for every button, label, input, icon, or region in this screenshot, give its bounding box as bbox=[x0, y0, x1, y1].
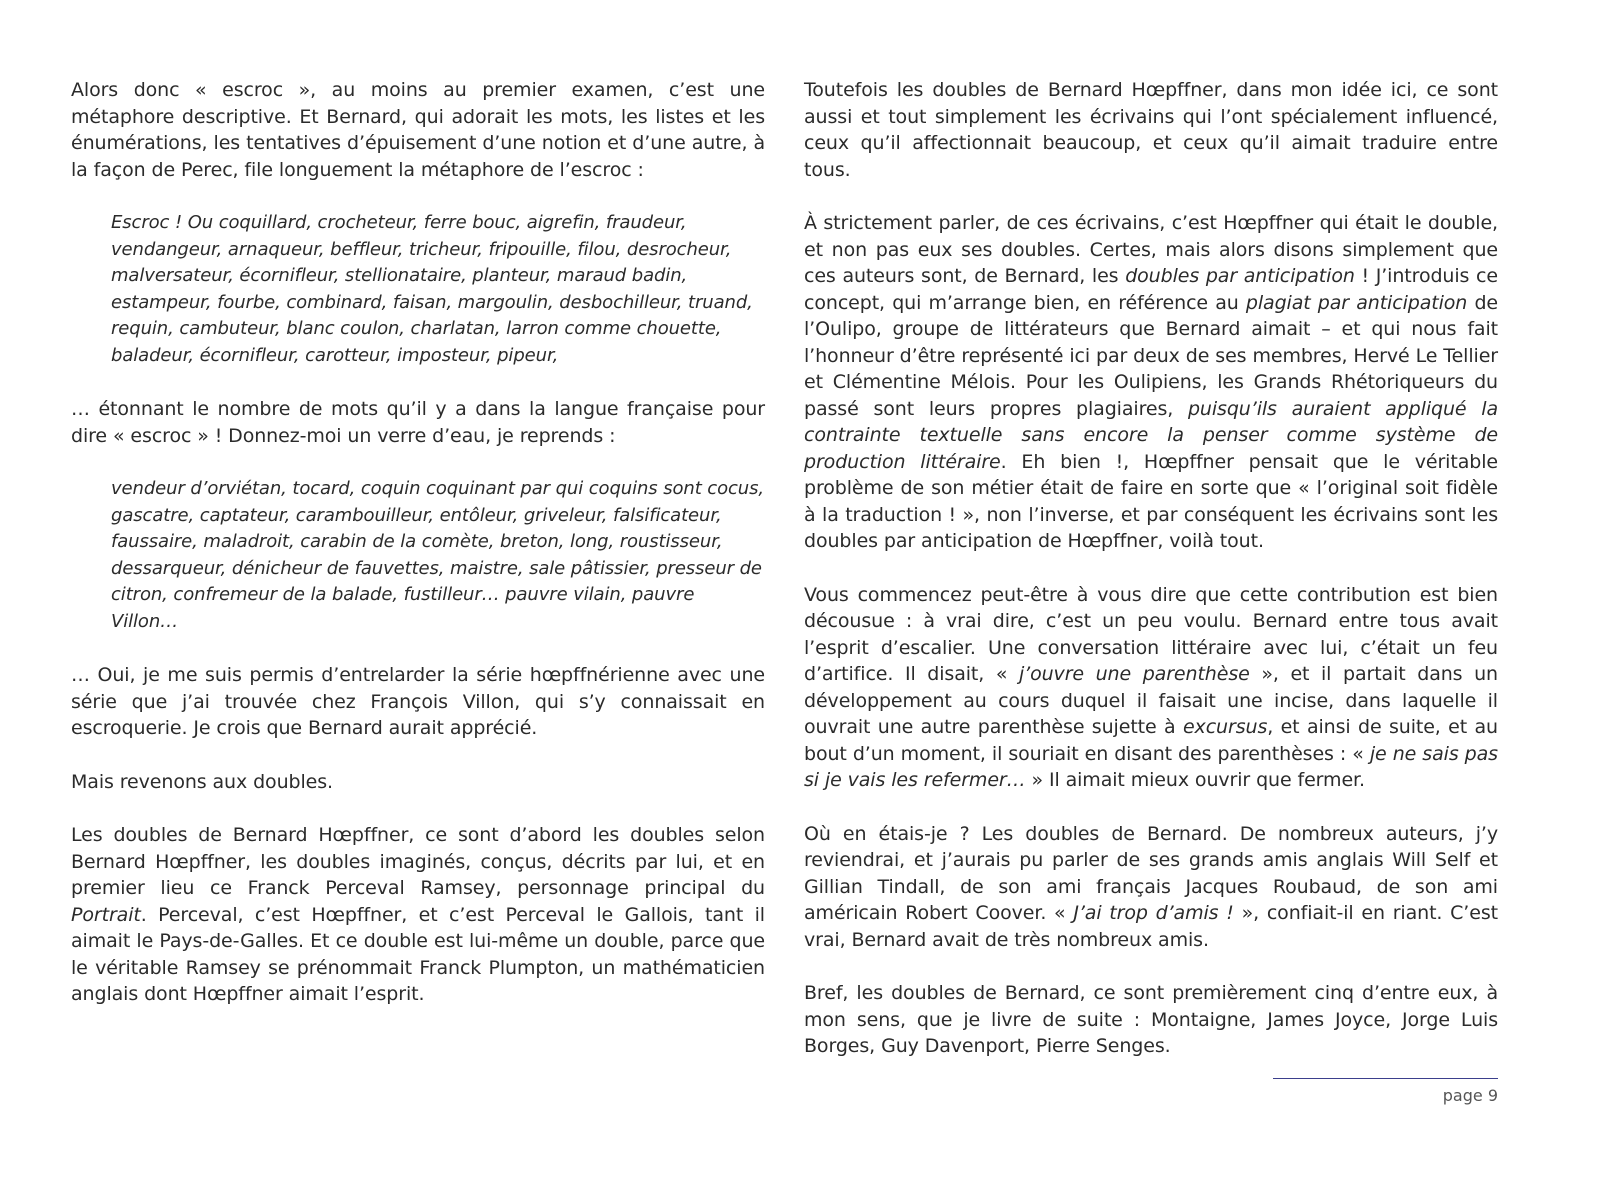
block-quote: vendeur d’orviétan, tocard, coquin coquinant par qui coquins sont cocus, gascatre, captateur, carambouilleur, entôleur, griveleur, falsificateur, faussaire, maladroit, carabin de la comète, breton, long, roustisseur, dessarqueur, dénicheur de fauvettes, maistre, sale pâtissier, presseur de citron, confremeur de la balade, fustilleur… pauvre vilain, pauvre Villon… bbox=[111, 478, 764, 632]
page-number: page 9 bbox=[1442, 1086, 1498, 1105]
italic-phrase: je ne sais pas si je vais les refermer… bbox=[804, 742, 1498, 791]
italic-phrase: j’ouvre une parenthèse bbox=[1018, 663, 1250, 685]
text-run: Les doubles de Bernard Hœpffner, ce sont d’abord les doubles selon Bernard Hœpffner, les doubles imaginés, conçus, décrits par lui, et en premier lieu ce Franck Perceval Ramsey, personnage principal du bbox=[71, 824, 765, 899]
text-run: Où en étais-je ? Les doubles de Bernard. De nombreux auteurs, j’y reviendrai, et j’aurais pu parler de ses grands amis anglais Will Self et Gillian Tindall, de son ami français Jacques Roubaud, de son ami américain Robert Coover. « bbox=[804, 822, 1498, 924]
paragraph bbox=[71, 822, 765, 1008]
text-run: de l’Oulipo, groupe de littérateurs que Bernard aimait – et qui nous fait l’honneur d’être représenté ici par deux de ses membres, Hervé Le Tellier et Clémentine Mélois. Pour les Oulipiens, les Grands Rhétoriqueurs du passé sont leurs propres plagiaires, bbox=[804, 291, 1498, 420]
text-run: », confiait-il en riant. C’est vrai, Bernard avait de très nombreux amis. bbox=[804, 902, 1498, 951]
paragraph bbox=[804, 210, 1498, 555]
text-run: , et ainsi de suite, et au bout d’un moment, il souriait en disant des parenthèses : « bbox=[804, 716, 1498, 765]
italic-phrase: J’ai trop d’amis ! bbox=[1073, 902, 1234, 924]
text-run: . Eh bien !, Hœpffner pensait que le véritable problème de son métier était de faire en sorte que « l’original soit fidèle à la traduction ! », non l’inverse, et par conséquent les écrivains sont les doubles par anticipation de Hœpffner, voilà tout. bbox=[804, 450, 1498, 552]
italic-phrase: plagiat par anticipation bbox=[1245, 291, 1468, 314]
paragraph: Mais revenons aux doubles. bbox=[71, 770, 333, 793]
text-run: ! J’introduis ce concept, qui m’arrange bien, en référence au bbox=[804, 265, 1498, 314]
paragraph: … Oui, je me suis permis d’entrelarder la série hœpffnérienne avec une série que j’ai trouvée chez François Villon, qui s’y connaissait en escroquerie. Je crois que Bernard aurait apprécié. bbox=[71, 664, 765, 739]
italic-phrase: excursus bbox=[1182, 716, 1268, 738]
italic-phrase: puisqu’ils auraient appliqué la contrainte textuelle sans encore la penser comme système de production littéraire bbox=[804, 397, 1498, 473]
text-run: », et il partait dans un développement au cours duquel il faisait une incise, dans laquelle il ouvrait une autre parenthèse sujette à bbox=[804, 663, 1498, 738]
paragraph: Toutefois les doubles de Bernard Hœpffner, dans mon idée ici, ce sont aussi et tout simplement les écrivains qui l’ont spécialement influencé, ceux qu’il affectionnait beaucoup, et ceux qu’il aimait traduire entre tous. bbox=[804, 79, 1498, 181]
italic-title: Portrait bbox=[71, 903, 141, 926]
paragraph bbox=[804, 582, 1498, 794]
left-column bbox=[71, 77, 765, 1035]
right-column bbox=[804, 77, 1498, 1087]
italic-phrase: doubles par anticipation bbox=[1125, 265, 1355, 287]
text-run: . Perceval, c’est Hœpffner, et c’est Perceval le Gallois, tant il aimait le Pays-de-Galles. Et ce double est lui-même un double, parce que le véritable Ramsey se prénommait Franck Plumpton, un mathématicien anglais dont Hœpffner aimait l’esprit. bbox=[71, 903, 765, 1005]
paragraph bbox=[804, 821, 1498, 954]
paragraph: Bref, les doubles de Bernard, ce sont premièrement cinq d’entre eux, à mon sens, que je livre de suite : Montaigne, James Joyce, Jorge Luis Borges, Guy Davenport, Pierre Senges. bbox=[804, 982, 1498, 1057]
paragraph: … étonnant le nombre de mots qu’il y a dans la langue française pour dire « escroc » ! Donnez-moi un verre d’eau, je reprends : bbox=[71, 398, 765, 447]
text-run: À strictement parler, de ces écrivains, c’est Hœpffner qui était le double, et non pas eux ses doubles. Certes, mais alors disons simplement que ces auteurs sont, de Bernard, les bbox=[804, 212, 1498, 287]
footer-rule bbox=[1273, 1078, 1498, 1079]
text-run: Vous commencez peut-être à vous dire que cette contribution est bien décousue : à vrai dire, c’est un peu voulu. Bernard entre tous avait l’esprit d’escalier. Une conversation littéraire avec lui, c’était un feu d’artifice. Il disait, « bbox=[804, 583, 1498, 685]
block-quote: Escroc ! Ou coquillard, crocheteur, ferre bouc, aigrefin, fraudeur, vendangeur, arnaqueur, beffleur, tricheur, fripouille, filou, desrocheur, malversateur, écornifleur, stellionataire, planteur, maraud badin, estampeur, fourbe, combinard, faisan, margoulin, desbochilleur, truand, requin, cambuteur, blanc coulon, charlatan, larron comme chouette, baladeur, écornifleur, carotteur, imposteur, pipeur, bbox=[111, 212, 753, 366]
paragraph: Alors donc « escroc », au moins au premier examen, c’est une métaphore descriptive. Et Bernard, qui adorait les mots, les listes et les énumérations, les tentatives d’épuisement d’une notion et d’une autre, à la façon de Perec, file longuement la métaphore de l’escroc : bbox=[71, 79, 765, 181]
text-run: » Il aimait mieux ouvrir que fermer. bbox=[1025, 769, 1365, 791]
